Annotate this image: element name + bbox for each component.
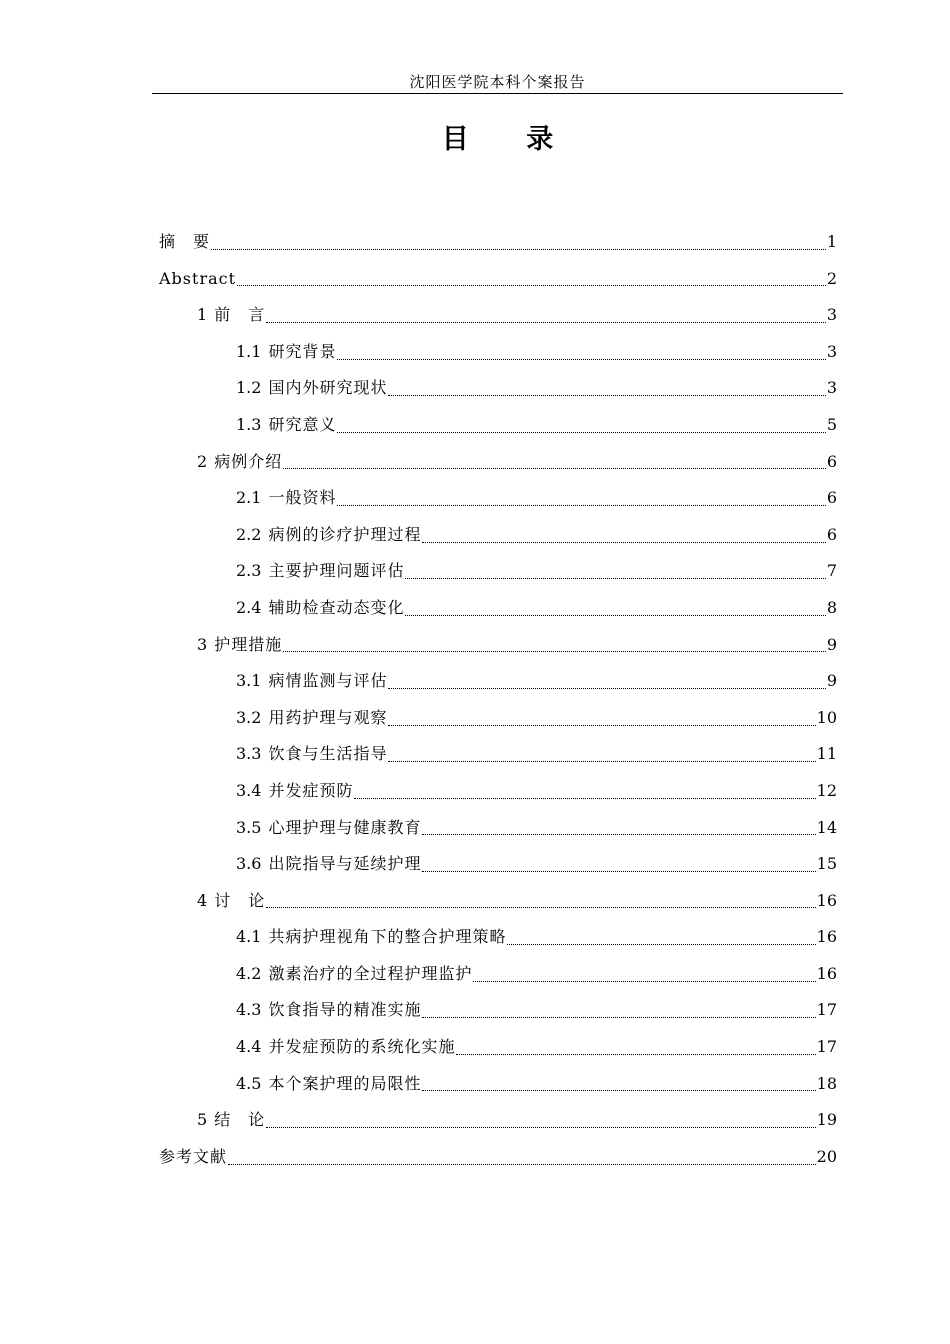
toc-entry-page: 12	[816, 780, 837, 800]
toc-entry[interactable]	[159, 663, 837, 700]
toc-entry-number: 4.4	[236, 1037, 262, 1057]
toc-entry-label: 病例的诊疗护理过程	[268, 524, 422, 544]
toc-entry[interactable]	[159, 883, 837, 920]
toc-entry[interactable]	[159, 919, 837, 956]
toc-dot-leader	[422, 542, 825, 543]
toc-entry-label: 本个案护理的局限性	[268, 1073, 422, 1093]
toc-entry-page: 16	[816, 927, 837, 947]
toc-entry-page: 3	[826, 341, 837, 361]
toc-entry[interactable]	[159, 956, 837, 993]
toc-entry-number: 1	[197, 305, 208, 325]
toc-entry-number: 4.3	[236, 1000, 262, 1020]
toc-entry-page: 19	[816, 1110, 837, 1130]
toc-dot-leader	[422, 1090, 815, 1091]
toc-entry[interactable]	[159, 224, 837, 261]
toc-entry-number: 2.3	[236, 561, 262, 581]
toc-entry-label: 出院指导与延续护理	[268, 854, 422, 874]
toc-entry[interactable]	[159, 370, 837, 407]
toc-entry-number: 4.5	[236, 1073, 262, 1093]
toc-entry[interactable]	[159, 700, 837, 737]
toc-entry-label: 心理护理与健康教育	[268, 817, 422, 837]
toc-dot-leader	[337, 432, 825, 433]
toc-entry-page: 18	[816, 1073, 837, 1093]
toc-entry-page: 17	[816, 1000, 837, 1020]
toc-dot-leader	[405, 578, 825, 579]
toc-entry[interactable]	[159, 992, 837, 1029]
toc-entry-number: 3.6	[236, 854, 262, 874]
toc-entry[interactable]	[159, 444, 837, 481]
toc-entry-page: 20	[816, 1146, 837, 1166]
toc-dot-leader	[422, 834, 815, 835]
toc-entry-page: 6	[826, 488, 837, 508]
table-of-contents	[159, 224, 837, 1175]
toc-entry-page: 16	[816, 890, 837, 910]
toc-dot-leader	[337, 505, 825, 506]
toc-entry-number: 3.5	[236, 817, 262, 837]
toc-entry-number: 3.4	[236, 780, 262, 800]
header-rule	[152, 93, 843, 94]
toc-entry-label: Abstract	[159, 268, 237, 288]
toc-entry-label: 护理措施	[214, 634, 283, 654]
toc-entry-label: 用药护理与观察	[268, 707, 388, 727]
toc-entry-label: 并发症预防	[268, 780, 354, 800]
toc-entry[interactable]	[159, 1029, 837, 1066]
toc-entry-label: 饮食指导的精准实施	[268, 1000, 422, 1020]
toc-entry-page: 14	[816, 817, 837, 837]
toc-entry[interactable]	[159, 553, 837, 590]
toc-entry[interactable]	[159, 407, 837, 444]
toc-entry-number: 3.1	[236, 671, 262, 691]
toc-dot-leader	[266, 322, 826, 323]
toc-dot-leader	[456, 1054, 815, 1055]
toc-dot-leader	[388, 395, 825, 396]
toc-entry-page: 16	[816, 963, 837, 983]
toc-entry[interactable]	[159, 261, 837, 298]
toc-entry[interactable]	[159, 334, 837, 371]
toc-entry-number: 2	[197, 451, 208, 471]
toc-entry-number: 4.1	[236, 927, 262, 947]
toc-dot-leader	[228, 1164, 816, 1165]
toc-entry-label: 前 言	[214, 305, 266, 325]
toc-entry-label: 国内外研究现状	[268, 378, 388, 398]
toc-entry-page: 9	[826, 671, 837, 691]
toc-dot-leader	[507, 944, 815, 945]
toc-dot-leader	[283, 468, 826, 469]
toc-entry-page: 6	[826, 451, 837, 471]
toc-entry-number: 2.2	[236, 524, 262, 544]
toc-entry-page: 7	[826, 561, 837, 581]
toc-entry-page: 1	[826, 232, 837, 251]
toc-entry-page: 5	[826, 414, 837, 434]
running-header: 沈阳医学院本科个案报告	[409, 73, 586, 91]
toc-entry[interactable]	[159, 736, 837, 773]
toc-dot-leader	[266, 907, 815, 908]
toc-entry-number: 3.3	[236, 744, 262, 764]
toc-dot-leader	[388, 688, 825, 689]
toc-entry-number: 5	[197, 1110, 208, 1130]
toc-entry-number: 1.3	[236, 414, 262, 434]
toc-entry-label: 病情监测与评估	[268, 671, 388, 691]
toc-entry-label: 辅助检查动态变化	[268, 597, 405, 617]
toc-entry-label: 摘 要	[159, 232, 211, 251]
toc-entry-label: 一般资料	[268, 488, 337, 508]
toc-entry-label: 主要护理问题评估	[268, 561, 405, 581]
toc-dot-leader	[237, 285, 826, 286]
toc-entry-page: 17	[816, 1037, 837, 1057]
toc-entry-page: 15	[816, 854, 837, 874]
toc-entry[interactable]	[159, 846, 837, 883]
toc-entry-number: 2.4	[236, 597, 262, 617]
toc-entry[interactable]	[159, 517, 837, 554]
page-title: 目 录	[441, 124, 578, 155]
toc-dot-leader	[266, 1127, 815, 1128]
toc-entry-page: 10	[816, 707, 837, 727]
toc-entry-page: 2	[826, 268, 837, 288]
toc-entry-label: 结 论	[214, 1110, 266, 1130]
toc-entry-number: 1.1	[236, 341, 262, 361]
toc-dot-leader	[388, 761, 815, 762]
toc-entry-label: 病例介绍	[214, 451, 283, 471]
toc-entry-label: 共病护理视角下的整合护理策略	[268, 927, 507, 947]
toc-entry-label: 激素治疗的全过程护理监护	[268, 963, 473, 983]
toc-dot-leader	[422, 871, 815, 872]
toc-entry-label: 研究意义	[268, 414, 337, 434]
toc-entry-label: 研究背景	[268, 341, 337, 361]
toc-entry[interactable]	[159, 1066, 837, 1103]
toc-entry-label: 讨 论	[214, 890, 266, 910]
toc-dot-leader	[211, 249, 826, 250]
toc-dot-leader	[405, 615, 825, 616]
toc-entry-number: 4.2	[236, 963, 262, 983]
toc-entry[interactable]	[159, 1139, 837, 1176]
toc-entry-page: 11	[816, 744, 837, 764]
toc-entry-number: 4	[197, 890, 208, 910]
toc-entry-number: 1.2	[236, 378, 262, 398]
toc-dot-leader	[473, 981, 815, 982]
toc-entry-page: 8	[826, 597, 837, 617]
toc-entry-page: 9	[826, 634, 837, 654]
toc-entry-label: 并发症预防的系统化实施	[268, 1037, 456, 1057]
toc-entry[interactable]	[159, 590, 837, 627]
toc-entry[interactable]	[159, 627, 837, 664]
toc-entry-page: 6	[826, 524, 837, 544]
toc-dot-leader	[354, 798, 815, 799]
toc-dot-leader	[283, 651, 826, 652]
toc-entry[interactable]	[159, 480, 837, 517]
toc-entry-number: 3	[197, 634, 208, 654]
toc-dot-leader	[388, 725, 815, 726]
toc-entry[interactable]	[159, 810, 837, 847]
toc-entry[interactable]	[159, 297, 837, 334]
toc-dot-leader	[422, 1017, 815, 1018]
toc-entry-number: 2.1	[236, 488, 262, 508]
toc-entry[interactable]	[159, 1102, 837, 1139]
toc-entry-page: 3	[826, 305, 837, 325]
toc-dot-leader	[337, 359, 825, 360]
toc-entry-label: 参考文献	[159, 1146, 228, 1166]
toc-entry-page: 3	[826, 378, 837, 398]
toc-entry[interactable]	[159, 773, 837, 810]
toc-entry-label: 饮食与生活指导	[268, 744, 388, 764]
toc-entry-number: 3.2	[236, 707, 262, 727]
